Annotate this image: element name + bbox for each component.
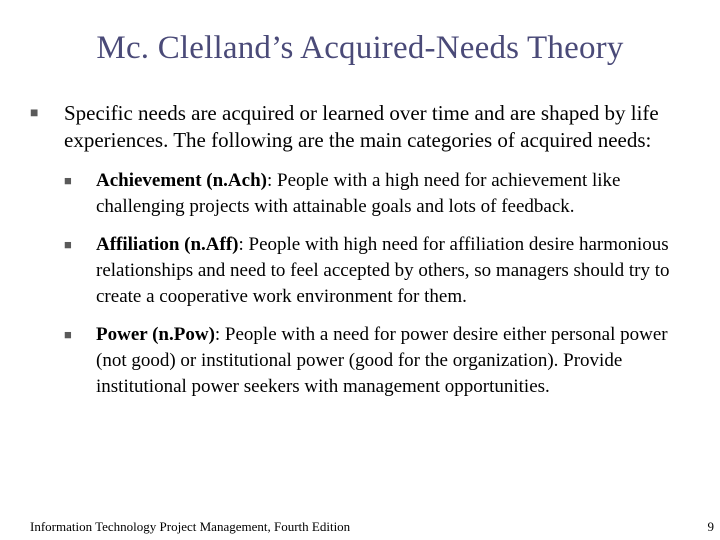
need-item-achievement: [64, 168, 690, 220]
need-term: Power (n.Pow): [96, 324, 215, 345]
need-description: : People with a high need for achievement like challenging projects with attainable goals and lots of feedback.: [96, 170, 621, 217]
square-bullet-icon: ■: [64, 237, 72, 252]
page-number: 9: [707, 519, 714, 534]
square-bullet-icon: ■: [30, 106, 39, 121]
need-item-affiliation: [64, 232, 690, 310]
need-term: Affiliation (n.Aff): [96, 234, 239, 255]
square-bullet-icon: ■: [64, 173, 72, 188]
intro-bullet: [30, 100, 690, 154]
footer-source: Information Technology Project Management, Fourth Edition: [30, 519, 351, 534]
intro-text: Specific needs are acquired or learned over time and are shaped by life experiences. The following are the main categories of acquired needs:: [64, 101, 659, 152]
bullet-list: [30, 100, 690, 412]
need-term: Achievement (n.Ach): [96, 170, 267, 191]
needs-sublist: [64, 168, 690, 400]
slide-title: Mc. Clelland’s Acquired-Needs Theory: [96, 30, 624, 66]
need-description: : People with a need for power desire either personal power (not good) or institutional power (good for the organization). Provide institutional power seekers with management opportunities.: [96, 324, 668, 397]
square-bullet-icon: ■: [64, 327, 72, 342]
need-item-power: [64, 322, 690, 400]
need-description: : People with high need for affiliation desire harmonious relationships and need to feel accepted by others, so managers should try to create a cooperative work environment for them.: [96, 234, 670, 307]
